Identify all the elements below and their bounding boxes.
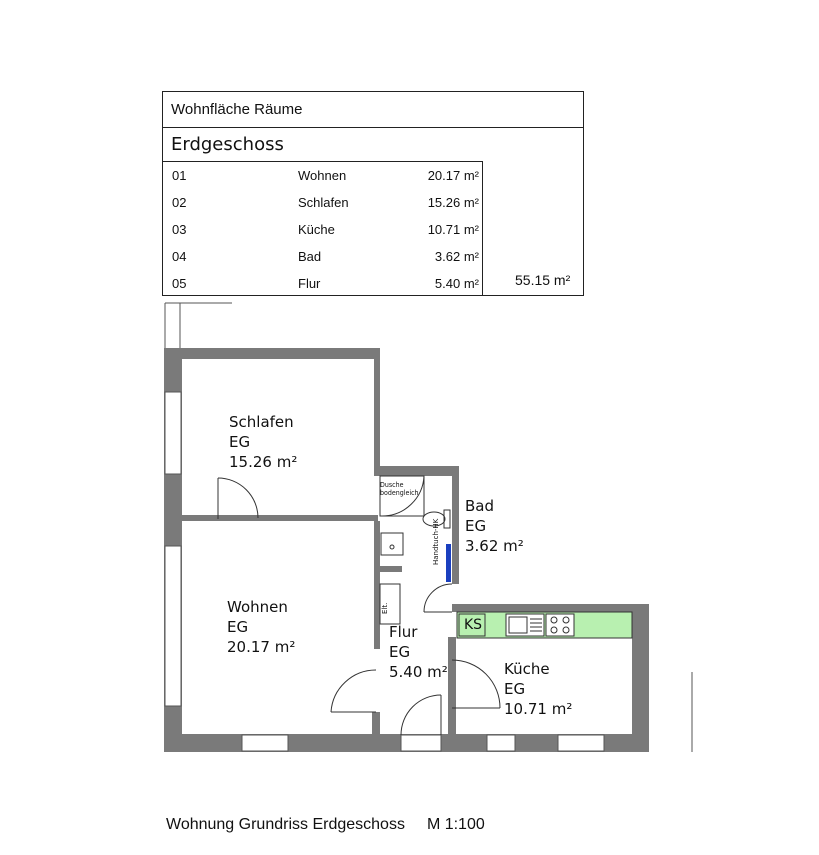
room-number: 04 bbox=[172, 249, 187, 264]
drawing-caption bbox=[166, 816, 485, 834]
room-level: EG bbox=[389, 643, 411, 661]
room-label-wohnen bbox=[227, 597, 295, 657]
room-name: Flur bbox=[298, 276, 321, 291]
radiator-label: Handtuch-HK bbox=[432, 518, 440, 565]
room-area: 15.26 m² bbox=[427, 195, 479, 210]
room-label-schlafen bbox=[229, 412, 297, 472]
room-name: Wohnen bbox=[227, 598, 288, 616]
room-name: Bad bbox=[298, 249, 322, 264]
total-area: 55.15 m² bbox=[515, 272, 571, 288]
room-name: Wohnen bbox=[298, 168, 347, 183]
floor-title: Erdgeschoss bbox=[171, 134, 284, 155]
room-number: 03 bbox=[172, 222, 187, 237]
caption-scale: M 1:100 bbox=[426, 816, 485, 833]
room-label-kueche bbox=[504, 659, 572, 719]
shower-label-line1: Dusche bbox=[380, 481, 404, 489]
room-name: Küche bbox=[298, 222, 335, 237]
room-area: 3.62 m² bbox=[465, 537, 524, 555]
room-number: 05 bbox=[172, 276, 187, 291]
room-area: 10.71 m² bbox=[427, 222, 479, 237]
caption-title: Wohnung Grundriss Erdgeschoss bbox=[166, 816, 405, 833]
fridge-label: KS bbox=[464, 617, 483, 633]
radiator bbox=[446, 544, 451, 582]
room-level: EG bbox=[465, 517, 487, 535]
room-label-flur bbox=[389, 622, 448, 682]
room-name: Flur bbox=[389, 623, 418, 641]
room-area: 5.40 m² bbox=[434, 276, 479, 291]
room-area: 20.17 m² bbox=[227, 638, 296, 656]
kitchen-counter bbox=[457, 612, 632, 638]
room-level: EG bbox=[229, 433, 251, 451]
room-level: EG bbox=[227, 618, 249, 636]
walls bbox=[164, 348, 649, 752]
room-area: 20.17 m² bbox=[427, 168, 479, 183]
shower-label bbox=[380, 481, 419, 497]
shower-label-line2: bodengleich bbox=[380, 489, 419, 497]
room-level: EG bbox=[504, 680, 526, 698]
room-name: Schlafen bbox=[229, 413, 294, 431]
room-name: Schlafen bbox=[298, 195, 349, 210]
room-number: 01 bbox=[172, 168, 187, 183]
room-name: Bad bbox=[465, 497, 495, 515]
room-area: 15.26 m² bbox=[229, 453, 298, 471]
meter-label: Elt. bbox=[381, 602, 389, 614]
room-name: Küche bbox=[504, 660, 550, 678]
room-area: 3.62 m² bbox=[434, 249, 479, 264]
room-label-bad bbox=[465, 496, 524, 556]
room-area: 5.40 m² bbox=[389, 663, 448, 681]
room-area: 10.71 m² bbox=[504, 700, 573, 718]
area-table-title: Wohnfläche Räume bbox=[171, 101, 303, 118]
site-lines bbox=[165, 303, 692, 752]
room-number: 02 bbox=[172, 195, 187, 210]
